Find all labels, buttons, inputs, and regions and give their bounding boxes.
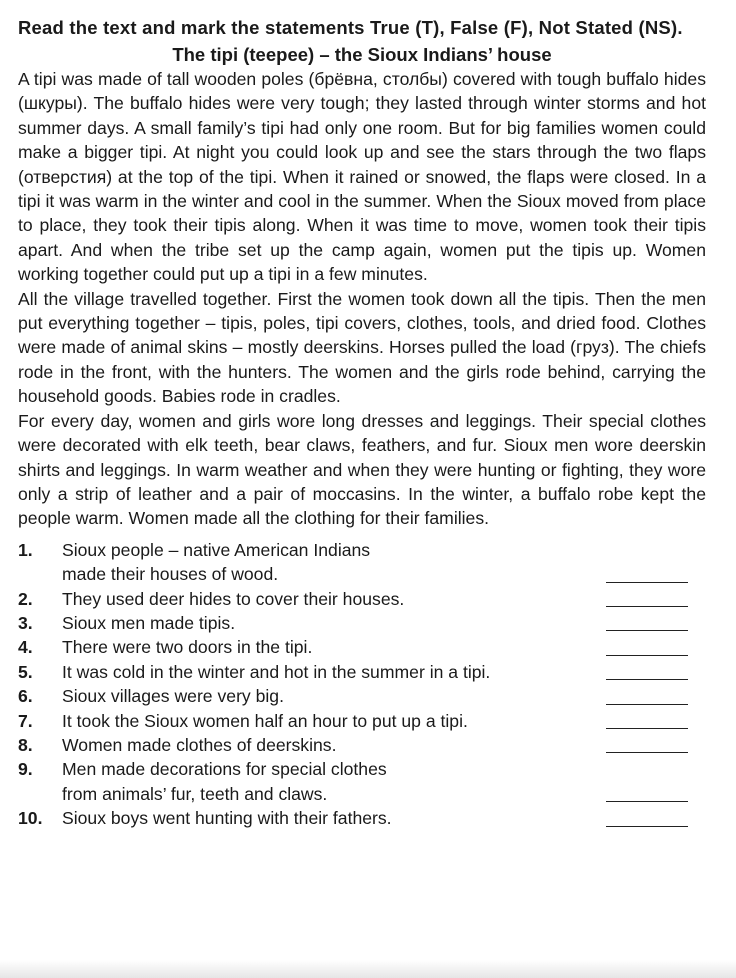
statement-text: Women made clothes of deerskins. [62, 734, 337, 755]
statement-text [62, 538, 602, 587]
statement-text: It was cold in the winter and hot in the summer in a tipi. [62, 661, 491, 682]
statement-5 [18, 660, 706, 684]
statement-number: 4. [18, 637, 33, 658]
text-title: The tipi (teepee) – the Sioux Indians’ house [172, 44, 552, 65]
text-paragraph-2: All the village travelled together. First the women took down all the tipis. Then the men put everything together – tipis, poles, tipi covers, clothes, tools, and dried food. Clothes were made of animal skins – mostly deerskins. Horses pulled the load (груз). The chiefs rode in the front, with the hunters. The women and the girls rode behind, carrying the household goods. Babies rode in cradles. [18, 288, 706, 407]
statement-text: Sioux men made tipis. [62, 612, 236, 633]
answer-blank[interactable] [606, 582, 688, 583]
statement-number: 5. [18, 661, 33, 682]
statement-10 [18, 806, 706, 830]
statement-9 [18, 757, 706, 806]
answer-blank[interactable] [606, 728, 688, 729]
statement-number: 1. [18, 539, 33, 560]
text-paragraph-1: A tipi was made of tall wooden poles (брёвна, столбы) covered with tough buffalo hides (шкуры). The buffalo hides were very tough; they lasted through winter storms and hot summer days. A small family’s tipi had only one room. But for big families women could make a bigger tipi. At night you could look up and see the stars through the two flaps (отверстия) at the top of the tipi. When it rained or snowed, the flaps were closed. In a tipi it was warm in the winter and cool in the summer. When the Sioux moved from place to place, they took their tipis along. When it was time to move, women took their tipis apart. And when the tribe set up the camp again, women put the tipis up. Women working together could put up a tipi in a few minutes. [18, 69, 706, 285]
statement-2 [18, 587, 706, 611]
statement-text-line: made their houses of wood. [62, 564, 279, 585]
statement-number: 7. [18, 710, 33, 731]
statement-text: They used deer hides to cover their houses. [62, 588, 405, 609]
statement-number: 10. [18, 808, 43, 829]
statement-8 [18, 733, 706, 757]
statements-list [18, 538, 706, 831]
statement-text [62, 757, 602, 806]
statement-number: 9. [18, 759, 33, 780]
statement-text: There were two doors in the tipi. [62, 637, 313, 658]
answer-blank[interactable] [606, 630, 688, 631]
statement-text-line: Sioux people – native American Indians [62, 539, 371, 560]
statement-number: 8. [18, 734, 33, 755]
statement-number: 2. [18, 588, 33, 609]
statement-text: Sioux villages were very big. [62, 686, 284, 707]
text-paragraph-3: For every day, women and girls wore long dresses and leggings. Their special clothes were decorated with elk teeth, bear claws, feathers, and fur. Sioux men wore deerskin shirts and leggings. In warm weather and when they were hunting or fighting, they wore only a strip of leather and a pair of moccasins. In the winter, a buffalo robe kept the people warm. Women made all the clothing for their families. [18, 410, 706, 529]
statement-text-line: Men made decorations for special clothes [62, 759, 387, 780]
answer-blank[interactable] [606, 655, 688, 656]
answer-blank[interactable] [606, 704, 688, 705]
statement-7 [18, 709, 706, 733]
statement-number: 6. [18, 686, 33, 707]
statement-1 [18, 538, 706, 587]
answer-blank[interactable] [606, 606, 688, 607]
statement-6 [18, 684, 706, 708]
statement-text: Sioux boys went hunting with their fathers. [62, 808, 392, 829]
statement-4 [18, 635, 706, 659]
answer-blank[interactable] [606, 752, 688, 753]
answer-blank[interactable] [606, 826, 688, 827]
statement-number: 3. [18, 612, 33, 633]
statement-text: It took the Sioux women half an hour to put up a tipi. [62, 710, 468, 731]
page-edge-shadow [0, 960, 736, 978]
task-instruction: Read the text and mark the statements True (T), False (F), Not Stated (NS). [18, 17, 683, 38]
statement-text-line: from animals’ fur, teeth and claws. [62, 783, 328, 804]
answer-blank[interactable] [606, 679, 688, 680]
answer-blank[interactable] [606, 801, 688, 802]
statement-3 [18, 611, 706, 635]
